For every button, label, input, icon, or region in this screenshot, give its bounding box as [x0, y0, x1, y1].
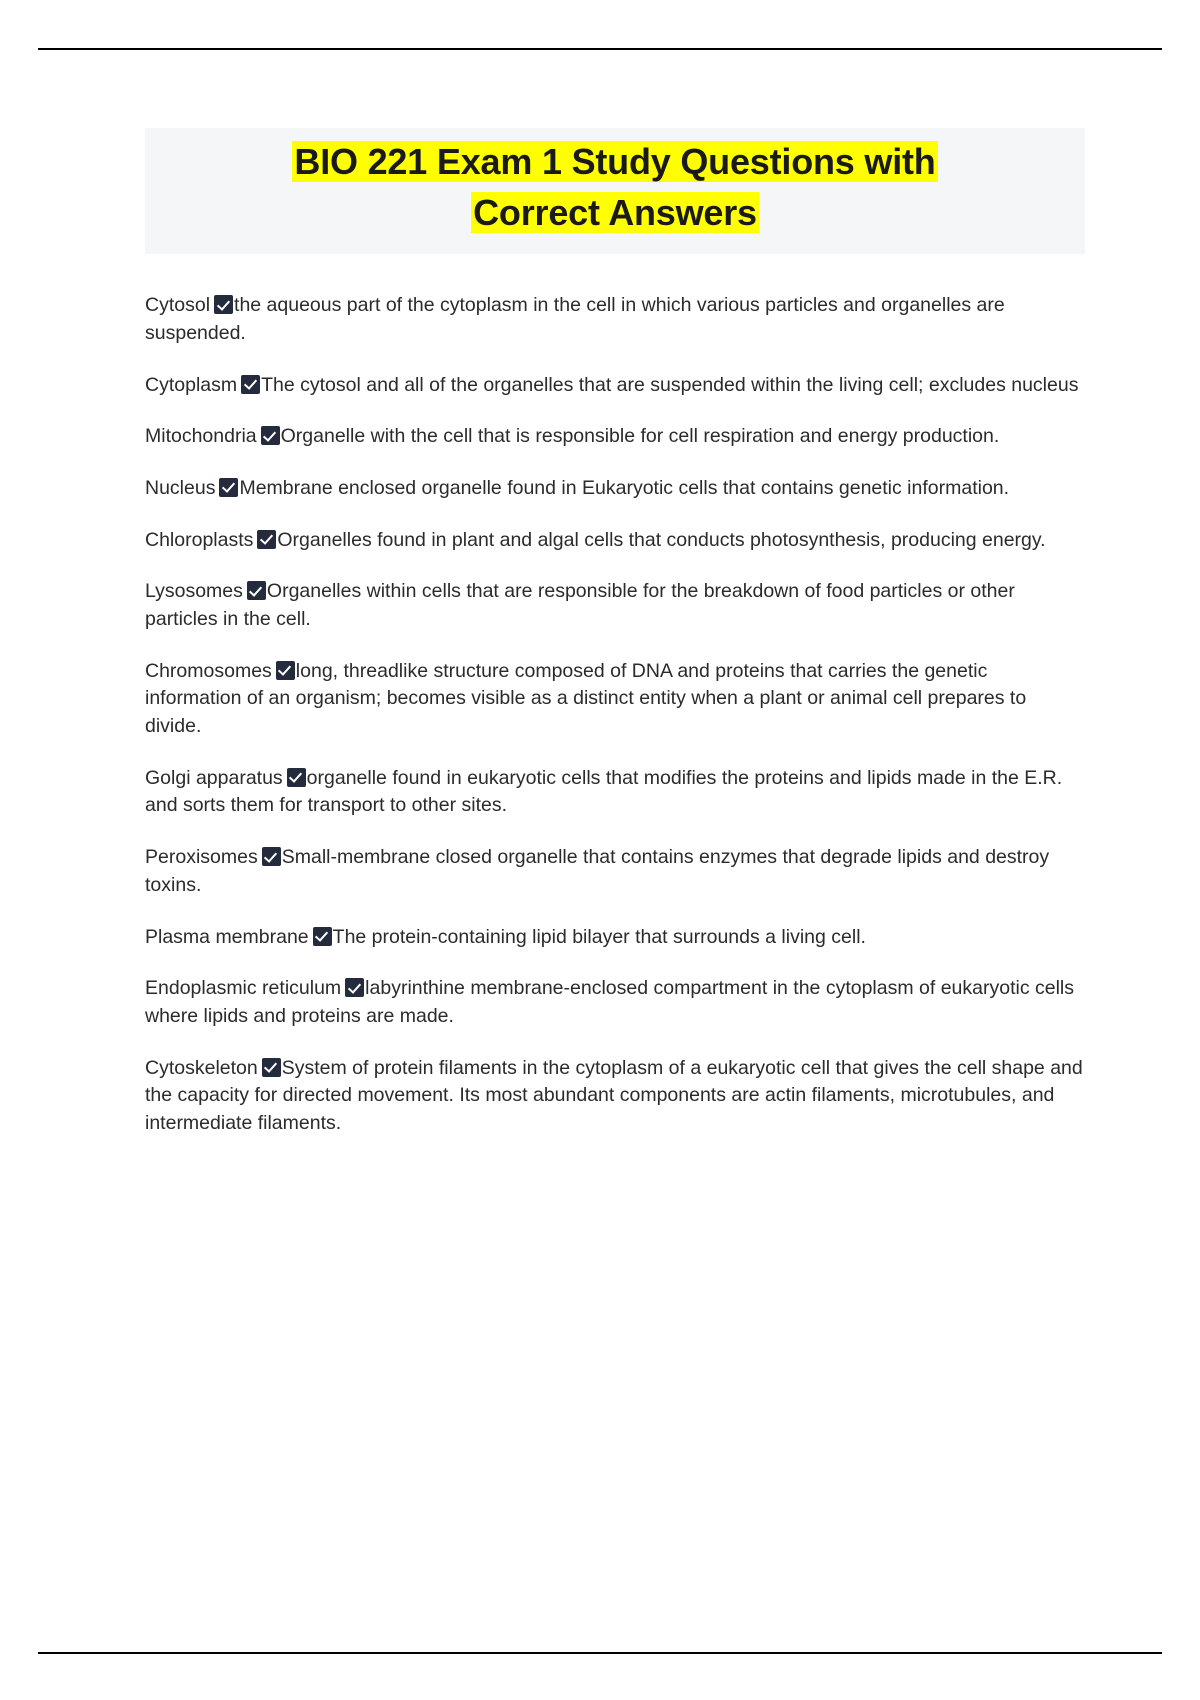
term-label: Chromosomes [145, 659, 272, 682]
page-title-line-2 [159, 187, 1071, 238]
definition-text: Organelles within cells that are responsible for the breakdown of food particles or other particles in the cell. [145, 580, 1015, 631]
document-content [145, 128, 1085, 1138]
definition-text: Membrane enclosed organelle found in Eukaryotic cells that contains genetic information. [239, 476, 1010, 499]
list-item [145, 578, 1085, 633]
checkmark-icon [214, 295, 233, 314]
checkmark-icon [287, 768, 306, 787]
list-item [145, 765, 1085, 820]
list-item [145, 844, 1085, 899]
footer-divider [38, 1652, 1162, 1654]
header-divider [38, 48, 1162, 50]
checkmark-icon [257, 530, 276, 549]
definition-list [145, 292, 1085, 1137]
page-title [145, 128, 1085, 254]
list-item [145, 423, 1085, 451]
checkmark-icon [262, 847, 281, 866]
term-label: Lysosomes [145, 580, 243, 603]
definition-text: The protein-containing lipid bilayer that surrounds a living cell. [332, 925, 866, 948]
checkmark-icon [241, 375, 260, 394]
checkmark-icon [276, 661, 295, 680]
definition-text: Organelle with the cell that is responsible for cell respiration and energy production. [280, 425, 1000, 448]
page-title-line-1-text: BIO 221 Exam 1 Study Questions with [294, 141, 936, 182]
definition-text: the aqueous part of the cytoplasm in the cell in which various particles and organelles are suspended. [145, 294, 1005, 344]
term-label: Chloroplasts [145, 528, 254, 551]
definition-text: The cytosol and all of the organelles that are suspended within the living cell; excludes nucleus [261, 373, 1079, 396]
page-title-line-2-text: Correct Answers [473, 192, 757, 234]
term-label: Cytoskeleton [145, 1056, 258, 1079]
term-label: Mitochondria [145, 425, 257, 448]
definition-text: Small-membrane closed organelle that contains enzymes that degrade lipids and destroy toxins. [145, 846, 1050, 896]
definition-text: Organelles found in plant and algal cells that conducts photosynthesis, producing energy. [277, 528, 1046, 551]
term-label: Plasma membrane [145, 925, 309, 948]
definition-text: organelle found in eukaryotic cells that modifies the proteins and lipids made in the E.R. and sorts them for transport to other sites. [145, 766, 1063, 817]
list-item [145, 475, 1085, 503]
term-label: Endoplasmic reticulum [145, 977, 342, 1000]
checkmark-icon [345, 978, 364, 997]
term-label: Golgi apparatus [145, 766, 283, 789]
page-title-line-1 [159, 136, 1071, 187]
list-item [145, 975, 1085, 1030]
definition-text: long, threadlike structure composed of DNA and proteins that carries the genetic information of an organism; becomes visible as a distinct entity when a plant or animal cell prepares to divide. [145, 659, 1027, 738]
checkmark-icon [219, 478, 238, 497]
definition-text: System of protein filaments in the cytoplasm of a eukaryotic cell that gives the cell shape and the capacity for directed movement. Its most abundant components are actin filaments, microtubules, and intermediate filaments. [145, 1056, 1083, 1134]
list-item [145, 372, 1085, 400]
list-item [145, 1055, 1085, 1138]
term-label: Peroxisomes [145, 846, 258, 869]
list-item [145, 527, 1085, 555]
term-label: Cytosol [145, 294, 211, 317]
checkmark-icon [313, 927, 332, 946]
term-label: Cytoplasm [145, 373, 238, 396]
definition-text: labyrinthine membrane-enclosed compartment in the cytoplasm of eukaryotic cells where lipids and proteins are made. [145, 977, 1074, 1027]
list-item [145, 292, 1085, 347]
list-item [145, 924, 1085, 952]
checkmark-icon [261, 426, 280, 445]
checkmark-icon [262, 1058, 281, 1077]
term-label: Nucleus [145, 476, 216, 499]
checkmark-icon [247, 581, 266, 600]
list-item [145, 658, 1085, 741]
